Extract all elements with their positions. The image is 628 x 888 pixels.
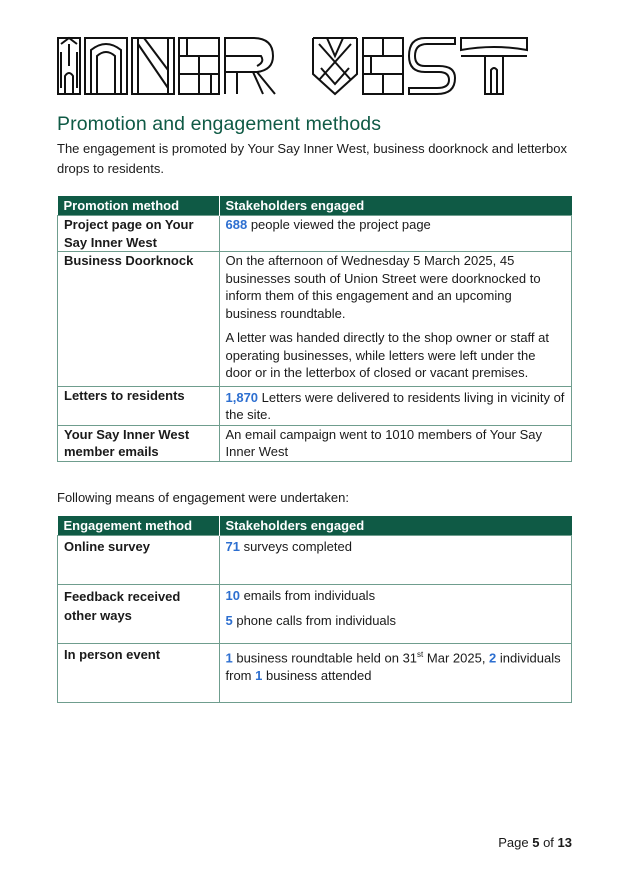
stat-number: 5 — [225, 612, 233, 628]
column-header-stakeholders: Stakeholders engaged — [219, 196, 572, 216]
doorknock-paragraph-2: A letter was handed directly to the shop owner or staff at operating businesses, while letters were left under the door or in the letterbox of closed or vacant premises. — [225, 330, 550, 380]
logo-letter-s — [409, 38, 455, 94]
stat-text: phone calls from individuals — [232, 612, 397, 628]
stat-number: 1 — [225, 650, 233, 666]
page-of: of — [539, 835, 558, 850]
stakeholders-cell — [219, 644, 572, 703]
method-cell: Online survey — [58, 536, 220, 585]
inner-west-logo — [57, 36, 533, 96]
total-pages: 13 — [557, 835, 572, 850]
table-header-row — [58, 196, 572, 216]
stat-number: 10 — [225, 588, 240, 603]
stat-text: individuals from — [225, 650, 561, 683]
current-page: 5 — [532, 835, 540, 850]
table-row — [58, 216, 572, 252]
stat-text: Mar 2025, — [423, 650, 490, 666]
doorknock-paragraph-1: On the afternoon of Wednesday 5 March 2025, 45 businesses south of Union Street were doorknocked to inform them of this engagement and an upcoming business roundtable. — [225, 253, 541, 321]
inner-west-wordmark-icon — [57, 36, 533, 96]
stakeholders-cell — [219, 386, 572, 425]
logo-letter-e2 — [363, 38, 403, 94]
page-number — [498, 835, 572, 850]
method-cell: In person event — [58, 644, 220, 703]
page-prefix: Page — [498, 835, 533, 850]
column-header-promotion-method: Promotion method — [58, 196, 220, 216]
logo-letter-n2 — [132, 38, 174, 94]
stat-number: 1 — [255, 667, 263, 683]
stat-text: business roundtable held on 31 — [232, 650, 418, 666]
section-title: Promotion and engagement methods — [57, 113, 382, 135]
stat-text: emails from individuals — [239, 588, 376, 603]
column-header-engagement-method: Engagement method — [58, 516, 220, 536]
stakeholders-cell — [219, 536, 572, 585]
stat-number: 688 — [225, 217, 248, 232]
method-cell: Letters to residents — [58, 386, 220, 425]
logo-letter-i — [58, 38, 80, 94]
stat-number: 71 — [225, 539, 240, 554]
table-row — [58, 252, 572, 387]
engagement-intro-text: Following means of engagement were undertaken: — [57, 490, 349, 505]
ordinal-suffix: st — [417, 650, 424, 659]
column-header-stakeholders: Stakeholders engaged — [219, 516, 572, 536]
feedback-line-phone — [226, 612, 566, 630]
logo-letter-t — [461, 38, 527, 94]
stakeholders-cell — [219, 585, 572, 644]
logo-letter-e — [179, 38, 219, 94]
logo-letter-w — [313, 38, 357, 94]
stat-number: 2 — [489, 650, 497, 666]
logo-letter-r — [225, 38, 275, 94]
stat-text: surveys completed — [239, 539, 352, 554]
stakeholders-cell — [219, 216, 572, 252]
method-cell: Project page on Your Say Inner West — [58, 216, 220, 252]
stakeholders-cell: An email campaign went to 1010 members of Your Say Inner West — [219, 425, 572, 461]
stat-text: Letters were delivered to residents living in vicinity of the site. — [225, 389, 565, 422]
logo-letter-n1 — [85, 38, 127, 94]
table-row — [58, 425, 572, 461]
stat-number: 1,870 — [225, 389, 259, 405]
intro-paragraph: The engagement is promoted by Your Say Inner West, business doorknock and letterbox drops to residents. — [57, 141, 567, 176]
table-row — [58, 386, 572, 425]
table-row — [58, 585, 572, 644]
engagement-methods-table — [57, 516, 572, 703]
table-row — [58, 536, 572, 585]
method-cell: Your Say Inner West member emails — [58, 425, 220, 461]
stat-text: people viewed the project page — [247, 217, 431, 232]
method-cell: Feedback received other ways — [58, 585, 220, 644]
stakeholders-cell — [219, 252, 572, 387]
method-cell: Business Doorknock — [58, 252, 220, 387]
promotion-methods-table — [57, 196, 572, 462]
stat-text: business attended — [262, 667, 372, 683]
table-row — [58, 644, 572, 703]
table-header-row — [58, 516, 572, 536]
feedback-line-emails — [226, 587, 566, 605]
